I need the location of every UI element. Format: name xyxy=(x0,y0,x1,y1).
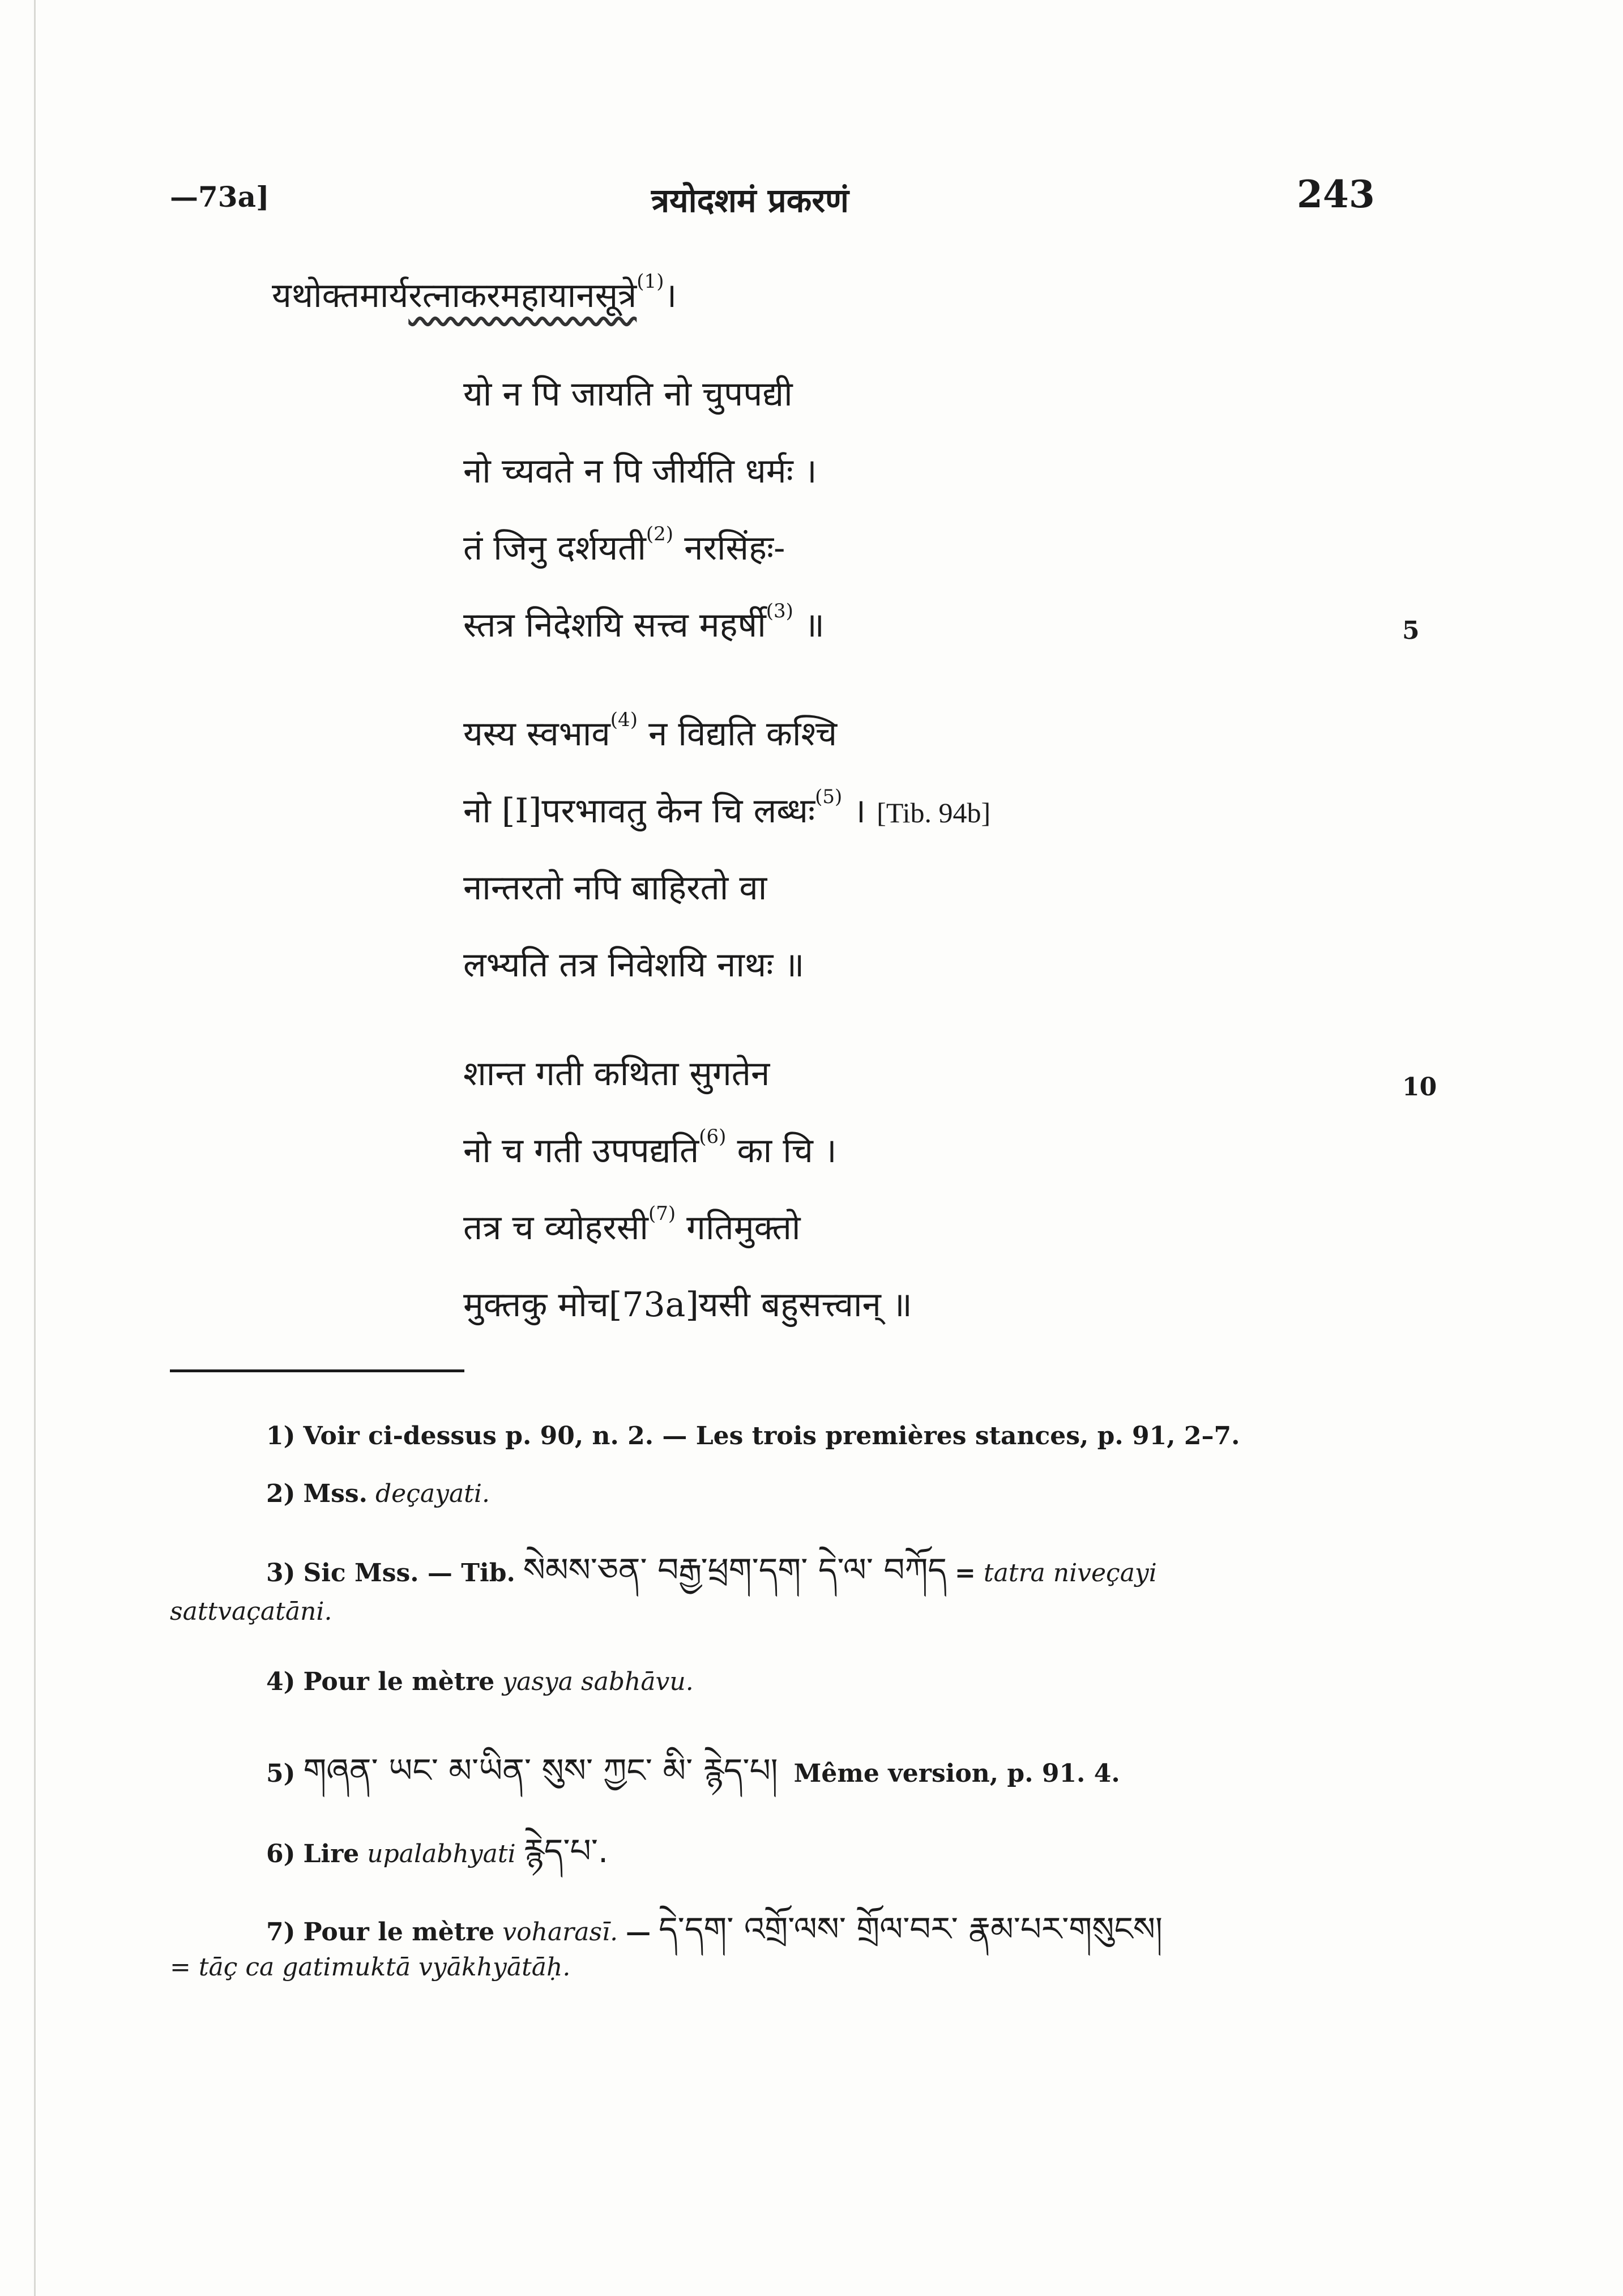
footnote-3-continuation: sattvaçatāni. xyxy=(170,1597,332,1626)
sutra-title: रत्नाकरमहायानसूत्रे xyxy=(408,276,637,315)
verse-line: मुक्तकु मोच[73a]यसी बहुसत्त्वान् ॥ xyxy=(463,1285,912,1325)
line-number: 10 xyxy=(1402,1073,1437,1102)
verse-line: यो न पि जायति नो चुपपद्यी xyxy=(463,374,793,414)
footnote-5: 5) གཞན་ ཡང་ མ་ཡིན་ སུས་ ཀྱང་ མི་ རྙེད་པ། Même version, p. 91. 4. xyxy=(266,1751,1120,1790)
verse-line: स्तत्र निदेशयि सत्त्व महर्षी$^{(3)}$ ॥ xyxy=(463,600,825,645)
tibetan-text: གཞན་ ཡང་ མ་ཡིན་ སུས་ ཀྱང་ མི་ རྙེད་པ། xyxy=(303,1751,778,1790)
line-number: 5 xyxy=(1402,616,1420,645)
verse-line: नान्तरतो नपि बाहिरतो वा xyxy=(463,868,767,908)
verse-line: लभ्यति तत्र निवेशयि नाथः ॥ xyxy=(463,945,805,985)
footnote-rule xyxy=(170,1369,464,1372)
note-marker: (3) xyxy=(766,600,793,622)
note-marker: (6) xyxy=(699,1125,727,1148)
verse-line: तं जिनु दर्शयती$^{(2)}$ नरसिंहः- xyxy=(463,523,785,568)
footnote-2: 2) Mss. deçayati. xyxy=(266,1479,490,1508)
tibetan-text: སེམས་ཅན་ བརྒྱ་ཕྲག་དག་ དེ་ལ་ བཀོད xyxy=(523,1551,947,1589)
verse-line: नो च्यवते न पि जीर्यति धर्मः । xyxy=(463,451,817,491)
note-marker: (4) xyxy=(610,709,638,731)
footnote-7-continuation: = tāç ca gatimuktā vyākhyātāḥ. xyxy=(170,1953,571,1982)
header-section-ref: —73a] xyxy=(170,180,270,214)
intro-line xyxy=(272,271,677,317)
verse-line: शान्त गती कथिता सुगतेन xyxy=(463,1054,770,1094)
tibetan-text: རྙེད་པ་. xyxy=(523,1832,609,1870)
page-edge xyxy=(34,0,36,2296)
note-marker: (2) xyxy=(646,523,674,545)
footnote-6: 6) Lire upalabhyati རྙེད་པ་. xyxy=(266,1832,609,1870)
note-marker: (7) xyxy=(648,1202,676,1225)
footnote-4: 4) Pour le mètre yasya sabhāvu. xyxy=(266,1667,694,1696)
verse-line: नो च गती उपपद्यति$^{(6)}$ का चि । xyxy=(463,1125,837,1171)
tibetan-text: དེ་དག་ འགྲོ་ལས་ གྲོལ་བར་ རྣམ་པར་གསུངས། xyxy=(659,1910,1163,1948)
footnote-1: 1) Voir ci-dessus p. 90, n. 2. — Les trois premières stances, p. 91, 2–7. xyxy=(266,1422,1240,1450)
verse-line: तत्र च व्योहरसी$^{(7)}$ गतिमुक्तो xyxy=(463,1202,801,1248)
note-marker: (1) xyxy=(637,270,664,293)
intro-end: । xyxy=(664,276,677,315)
footnote-3: 3) Sic Mss. — Tib. སེམས་ཅན་ བརྒྱ་ཕྲག་དག་ དེ་ལ་ བཀོད = tatra niveçayi xyxy=(266,1551,1157,1589)
page-number: 243 xyxy=(1297,172,1375,216)
header-chapter-title: त्रयोदशमं प्रकरणं xyxy=(651,181,849,220)
intro-text: यथोक्तमार्य xyxy=(272,276,409,315)
verse-line: यस्य स्वभाव$^{(4)}$ न विद्यति कश्चि xyxy=(463,709,838,754)
tibetan-folio-ref: [Tib. 94b] xyxy=(877,797,991,829)
verse-line: नो [I]परभावतु केन चि लब्धः$^{(5)}$ । [Tib. 94b] xyxy=(463,786,991,831)
note-marker: (5) xyxy=(815,786,843,808)
footnote-7: 7) Pour le mètre voharasī. — དེ་དག་ འགྲོ་ལས་ གྲོལ་བར་ རྣམ་པར་གསུངས། xyxy=(266,1910,1163,1948)
